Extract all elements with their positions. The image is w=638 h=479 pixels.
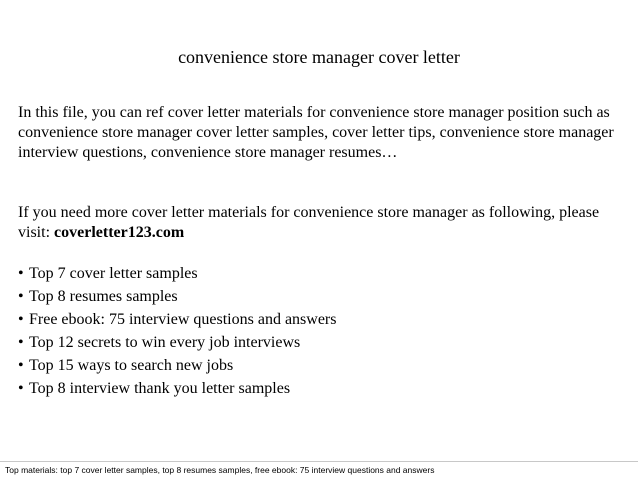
bullet-icon: •: [18, 357, 24, 374]
list-item-label: Top 7 cover letter samples: [29, 265, 198, 282]
bullet-icon: •: [18, 334, 24, 351]
list-item-label: Top 12 secrets to win every job interviews: [29, 334, 301, 351]
bullet-icon: •: [18, 265, 24, 282]
list-item: [18, 285, 623, 308]
bullet-icon: •: [18, 380, 24, 397]
materials-list: [18, 262, 623, 400]
list-item-label: Top 15 ways to search new jobs: [29, 357, 234, 374]
footer-bar: [0, 461, 638, 479]
intro-paragraph: In this file, you can ref cover letter materials for convenience store manager position such as convenience store manager cover letter samples, cover letter tips, convenience store manager interview questions, convenience store manager resumes…: [18, 104, 614, 161]
list-item: [18, 354, 623, 377]
visit-paragraph-text: If you need more cover letter materials for convenience store manager as following, please visit:: [18, 204, 600, 241]
slide-title: convenience store manager cover letter: [178, 47, 460, 67]
bullet-icon: •: [18, 288, 24, 305]
list-item: [18, 331, 623, 354]
bullet-icon: •: [18, 311, 24, 328]
website-link[interactable]: coverletter123.com: [54, 224, 185, 241]
list-item: [18, 308, 623, 331]
list-item-label: Free ebook: 75 interview questions and answers: [29, 311, 337, 328]
visit-paragraph: [18, 203, 623, 243]
list-item-label: Top 8 interview thank you letter samples: [29, 380, 291, 397]
list-item-label: Top 8 resumes samples: [29, 288, 178, 305]
footer-text: Top materials: top 7 cover letter samples, top 8 resumes samples, free ebook: 75 interview questions and answers: [5, 465, 435, 475]
list-item: [18, 377, 623, 400]
list-item: [18, 262, 623, 285]
